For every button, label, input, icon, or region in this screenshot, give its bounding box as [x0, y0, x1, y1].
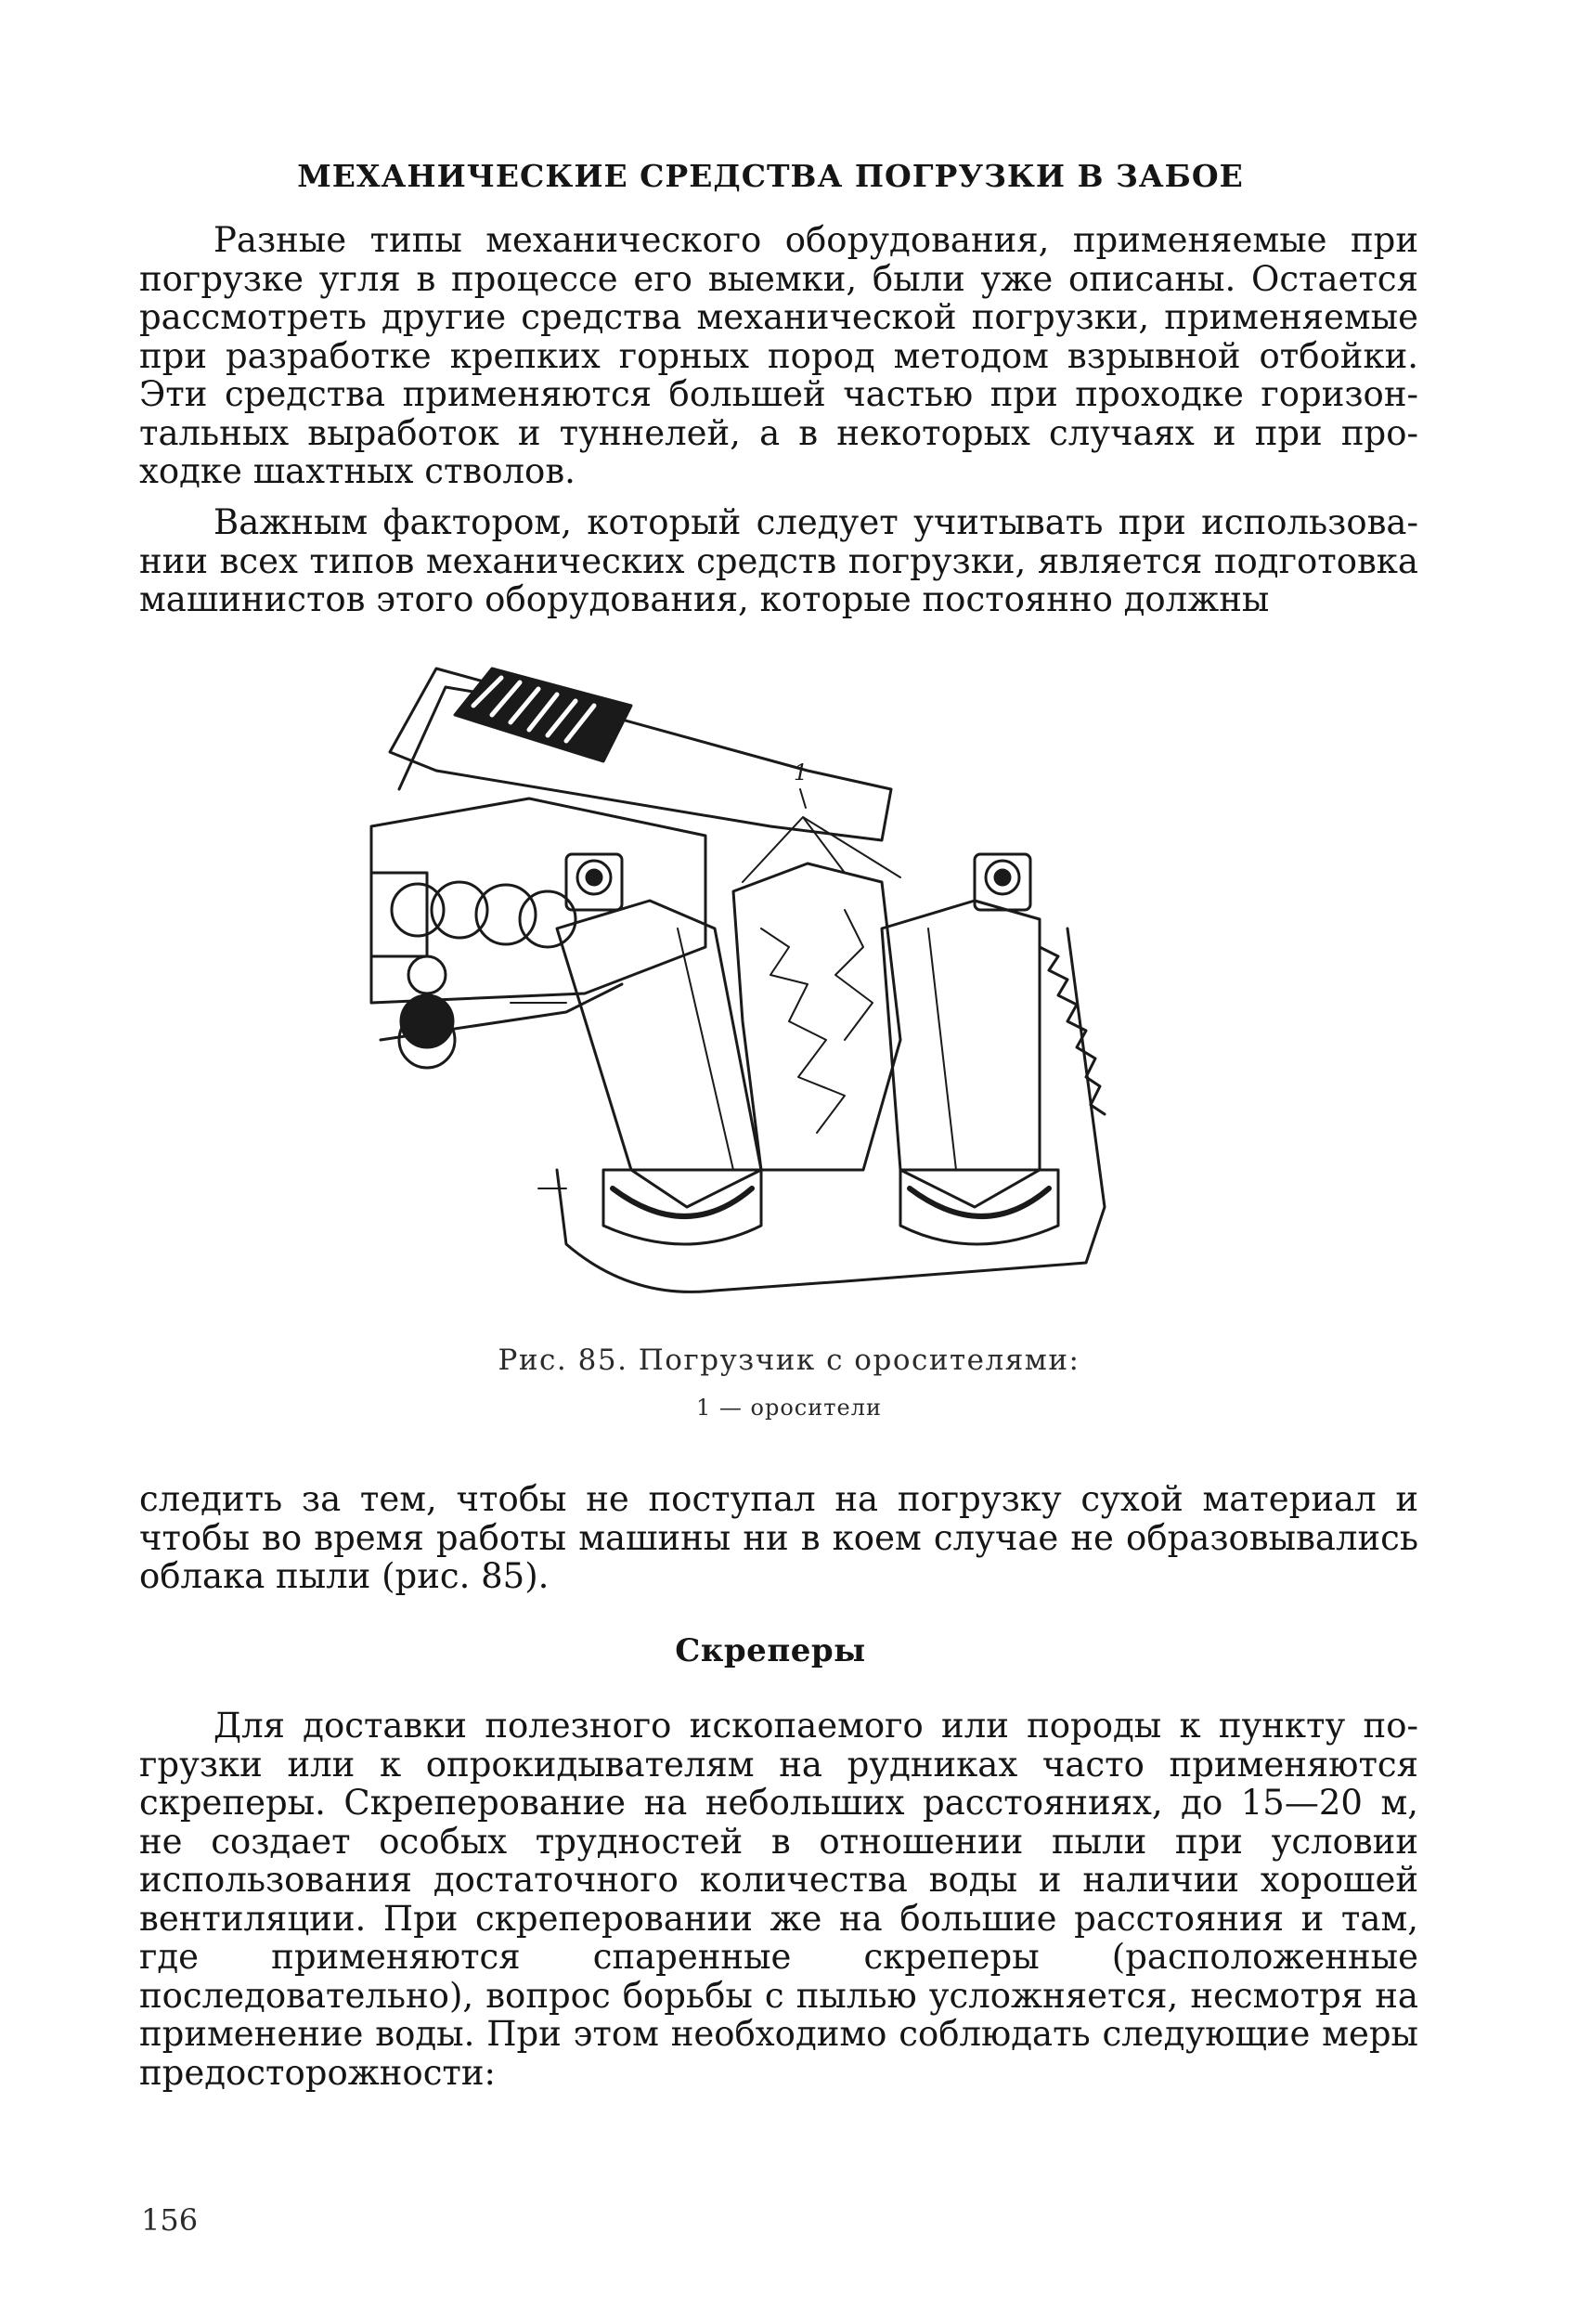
- rock-pile: [733, 863, 900, 1170]
- section-heading-scrapers: Скреперы: [675, 1632, 866, 1669]
- left-housing: [371, 798, 705, 1003]
- paragraph-scrapers: Для доставки полезного ископаемого или породы к пункту погрузки или к опрокидывателям на рудниках часто применяются скреперы. Скреперование на небольших расстояниях, до 15—20 м, не создает особых трудностей в отношении пыли при условии использования достаточного количества воды и наличии хорошей вентиляции. При скреперовании же на большие расстояния и там, где применяются спаренные скреперы (расположенные последовательно), вопрос борьбы с пылью усложняется, несмотря на применение воды. При этом необходимо соблюдать следующие меры предосторожности:: [139, 1706, 1418, 2093]
- paragraph-operators: Важным фактором, который следует учитывать при использовании всех типов механических средств погрузки, является подготовка машинистов этого оборудования, которые постоянно должны: [139, 502, 1418, 619]
- paragraph-continuation: следить за тем, чтобы не поступал на погрузку сухой материал и чтобы во время работы машины ни в коем случае не образовывались облака пыли (рис. 85).: [139, 1479, 1418, 1596]
- figure-callout-1: 1: [794, 760, 808, 785]
- figure-caption: Рис. 85. Погрузчик с оросителями:: [498, 1344, 1080, 1377]
- page-heading: МЕХАНИЧЕСКИЕ СРЕДСТВА ПОГРУЗКИ В ЗАБОЕ: [297, 158, 1244, 194]
- figure-legend: 1 — оросители: [696, 1395, 882, 1421]
- figure-loader-with-sprinklers: [325, 650, 1207, 1309]
- drive-wheel: [401, 995, 453, 1047]
- page-number: 156: [141, 2202, 199, 2238]
- paragraph-intro: Разные типы механического оборудования, применяемые при погрузке угля в процессе его выемки, были уже описаны. Остается рассмотреть другие средства механической погрузки, применяемые при разработке крепких горных пород методом взрывной отбойки. Эти средства применяются большей частью при проходке горизонтальных выработок и туннелей, а в некоторых случаях и при проходке шахтных стволов.: [139, 220, 1418, 491]
- loader-illustration: [325, 650, 1207, 1309]
- conveyor-boom: [390, 669, 891, 840]
- gear-wheel: [392, 884, 444, 936]
- right-gathering-arm: [882, 901, 1040, 1207]
